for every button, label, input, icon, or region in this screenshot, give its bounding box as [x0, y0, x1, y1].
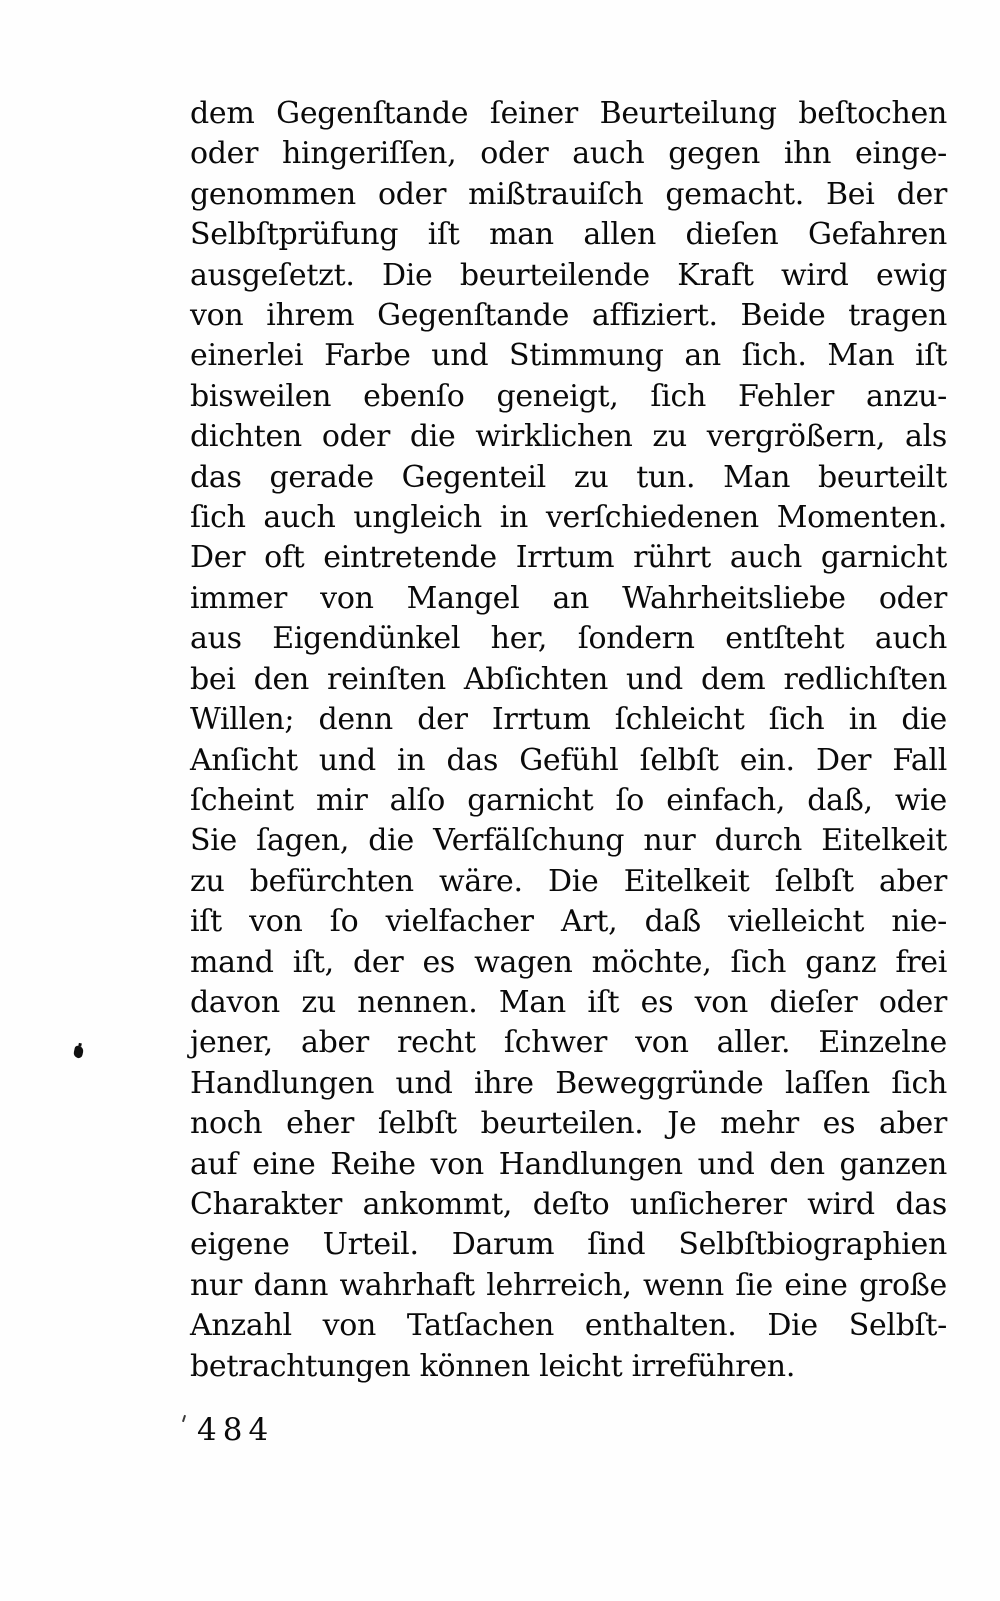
text-block: [190, 94, 947, 1387]
text-line: das gerade Gegenteil zu tun. Man beurteilt: [190, 459, 947, 495]
text-line: Charakter ankommt, deſto unſicherer wird das: [190, 1186, 947, 1222]
page-number: [197, 1412, 274, 1448]
text-line: nur dann wahrhaft lehrreich, wenn ſie eine große: [190, 1267, 947, 1303]
text-line: Sie ſagen, die Verfälſchung nur durch Eitelkeit: [190, 823, 947, 859]
text-line: ſich auch ungleich in verſchiedenen Momenten.: [190, 500, 947, 536]
text-line: Der oft eintretende Irrtum rührt auch garnicht: [190, 540, 947, 576]
text-line: bei den reinſten Abſichten und dem redlichſten: [190, 661, 947, 697]
text-line: dem Gegenſtande ſeiner Beurteilung beſtochen: [190, 96, 947, 131]
text-line: jener, aber recht ſchwer von aller. Einzelne: [190, 1025, 947, 1061]
text-line: iſt von ſo vielfacher Art, daß vielleicht nie-: [190, 904, 947, 940]
page-number-ink-speck: [182, 1415, 186, 1422]
text-line: einerlei Farbe und Stimmung an ſich. Man iſt: [190, 338, 947, 374]
text-line: immer von Mangel an Wahrheitsliebe oder: [190, 580, 947, 616]
text-line: Willen; denn der Irrtum ſchleicht ſich in die: [190, 702, 947, 738]
text-line: eigene Urteil. Darum ſind Selbſtbiographien: [190, 1227, 947, 1263]
text-line: Handlungen und ihre Beweggründe laſſen ſich: [190, 1065, 947, 1101]
margin-ink-speck: [73, 1045, 84, 1059]
text-line: Selbſtprüfung iſt man allen dieſen Gefahren: [190, 217, 947, 253]
text-line: dichten oder die wirklichen zu vergrößern, als: [190, 419, 947, 455]
text-line: mand iſt, der es wagen möchte, ſich ganz frei: [190, 944, 947, 980]
text-line: von ihrem Gegenſtande affiziert. Beide tragen: [190, 298, 947, 334]
text-line: ſcheint mir alſo garnicht ſo einfach, daß, wie: [190, 782, 947, 818]
text-line: noch eher ſelbſt beurteilen. Je mehr es aber: [190, 1106, 947, 1142]
text-line: ausgeſetzt. Die beurteilende Kraft wird ewig: [190, 257, 947, 293]
text-line: oder hingeriſſen, oder auch gegen ihn einge-: [190, 136, 947, 172]
text-line: genommen oder mißtrauiſch gemacht. Bei der: [190, 176, 947, 212]
text-line: betrachtungen können leicht irreführen.: [190, 1348, 796, 1384]
text-line: davon zu nennen. Man iſt es von dieſer oder: [190, 984, 947, 1020]
text-line: Anzahl von Tatſachen enthalten. Die Selbſt-: [190, 1308, 947, 1344]
text-line: bisweilen ebenſo geneigt, ſich Fehler anzu-: [190, 378, 947, 414]
text-line: aus Eigendünkel her, ſondern entſteht auch: [190, 621, 947, 657]
text-line: auf eine Reihe von Handlungen und den ganzen: [190, 1146, 947, 1182]
text-line: Anſicht und in das Gefühl ſelbſt ein. Der Fall: [190, 742, 947, 778]
text-line: zu befürchten wäre. Die Eitelkeit ſelbſt aber: [190, 863, 947, 899]
page-number-text: 484: [197, 1412, 275, 1448]
